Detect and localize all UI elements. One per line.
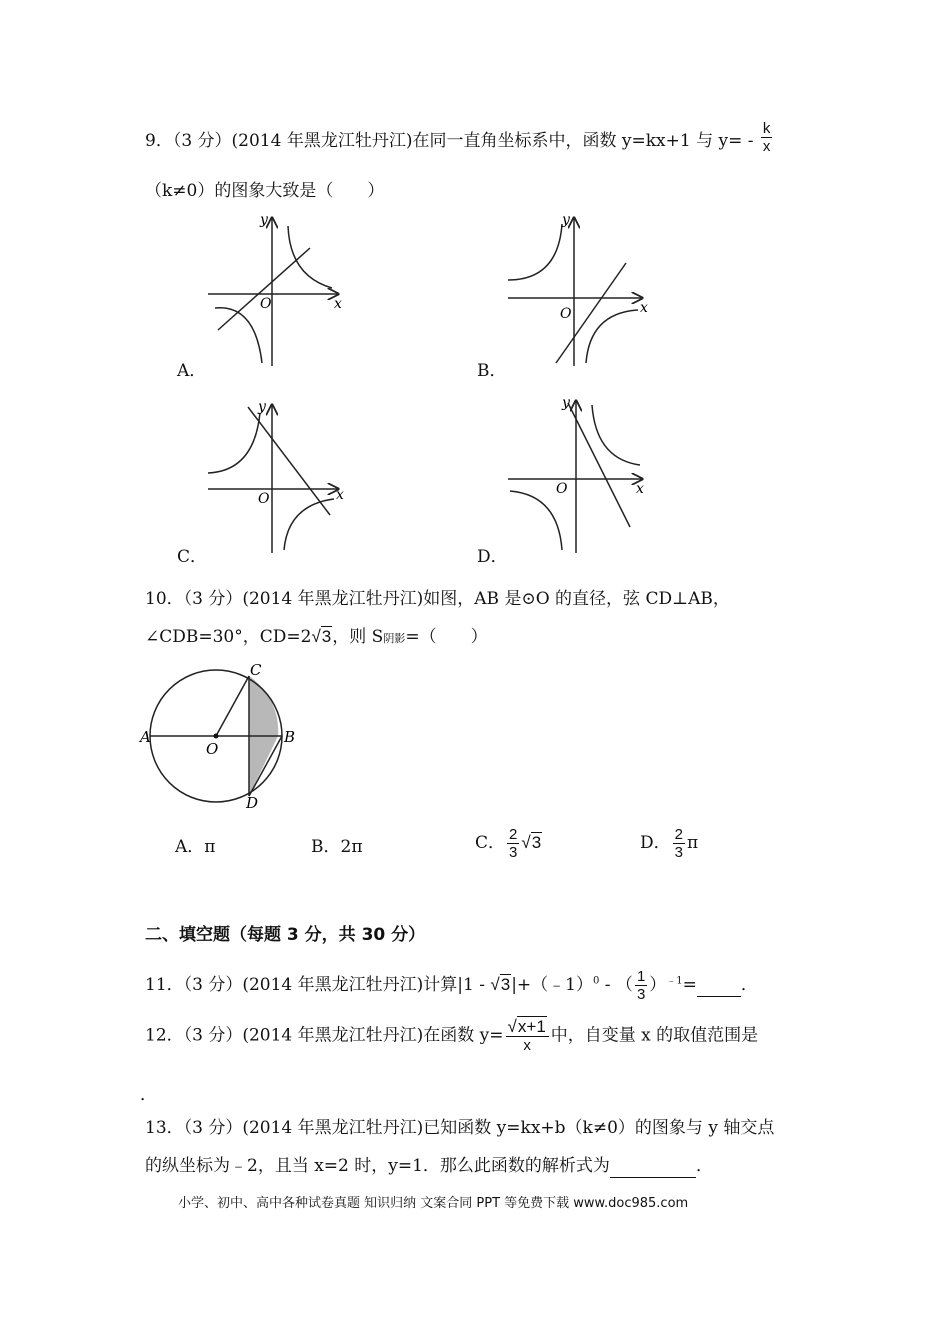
origin-label: O xyxy=(258,491,270,507)
q9-fraction xyxy=(761,120,773,155)
graph-a xyxy=(200,208,360,368)
label-d: D xyxy=(246,794,259,808)
q9-line1 xyxy=(145,120,774,155)
choice-c-num: 2 xyxy=(509,826,518,843)
q10-choice-c xyxy=(475,826,542,861)
q9-prefix: 9．（3 分）(2014 年黑龙江牡丹江)在同一直角坐标系中，函数 y=kx+1 与 y= - xyxy=(145,131,759,151)
q9-option-c: C． xyxy=(177,547,208,567)
choice-b-value: 2π xyxy=(340,837,363,857)
radius-oc xyxy=(216,676,249,736)
q9-option-d: D． xyxy=(477,547,508,567)
q9-frac-den: x xyxy=(762,138,771,155)
label-a: A xyxy=(140,728,151,746)
hyperbola-branch-1 xyxy=(288,226,332,288)
choice-c-radicand: 3 xyxy=(531,833,542,852)
q9-option-b: B． xyxy=(477,361,507,381)
hyperbola-branch-2 xyxy=(510,491,562,550)
graph-d xyxy=(500,395,660,555)
hyperbola-branch-1 xyxy=(208,413,260,473)
choice-c-den: 3 xyxy=(509,844,518,861)
q10-line2-sub: 阴影 xyxy=(383,632,406,645)
choice-d-label: D． xyxy=(640,833,671,853)
q11-mid2: - （ xyxy=(599,975,633,995)
q11-radicand: 3 xyxy=(500,975,511,994)
q10-choice-d xyxy=(640,826,698,861)
q11-line xyxy=(145,968,758,1003)
q10-sqrt-radicand: 3 xyxy=(321,627,332,646)
choice-d-tail: π xyxy=(686,833,699,853)
choice-c-sqrt: √3 xyxy=(521,833,542,852)
y-label: y xyxy=(258,399,266,415)
q11-exp0: 0 xyxy=(593,975,600,987)
choice-c-fraction xyxy=(507,826,519,861)
label-b: B xyxy=(284,728,296,746)
choice-d-fraction xyxy=(673,826,685,861)
choice-d-num: 2 xyxy=(674,826,683,843)
q11-end: ． xyxy=(740,975,758,995)
x-label: x xyxy=(640,300,648,316)
q11-sqrt: √3 xyxy=(490,975,511,994)
q10-line2-a: ∠CDB=30°，CD=2 xyxy=(145,627,312,647)
hyperbola-branch-2 xyxy=(215,308,262,363)
origin-label: O xyxy=(556,481,568,497)
choice-a-label: A． xyxy=(175,837,205,857)
q11-fraction xyxy=(635,968,647,1003)
center-point xyxy=(214,734,219,739)
origin-label: O xyxy=(260,296,272,312)
q12-line xyxy=(145,1018,758,1054)
x-label: x xyxy=(336,487,344,503)
y-label: y xyxy=(562,212,570,228)
line-graph xyxy=(218,248,310,330)
q10-choice-a xyxy=(175,836,215,858)
q13-answer-blank[interactable] xyxy=(610,1155,696,1178)
q10-choice-b xyxy=(311,836,363,858)
q12-fraction xyxy=(506,1018,549,1054)
q11-prefix: 11．（3 分）(2014 年黑龙江牡丹江)计算|1 - xyxy=(145,975,491,995)
x-label: x xyxy=(636,481,644,497)
q13-end: ． xyxy=(695,1156,713,1176)
origin-label: O xyxy=(560,306,572,322)
q13-line2-text: 的纵坐标为﹣2，且当 x=2 时，y=1．那么此函数的解析式为 xyxy=(145,1156,610,1176)
q11-exp1: ﹣1 xyxy=(666,975,683,987)
q12-dot: ． xyxy=(140,1085,157,1105)
choice-b-label: B． xyxy=(311,837,341,857)
y-label: y xyxy=(260,212,268,228)
q12-radicand: x+1 xyxy=(517,1017,546,1036)
q12-sqrt: √x+1 xyxy=(507,1017,546,1036)
q10-sqrt: √3 xyxy=(311,627,332,646)
q12-suffix: 中，自变量 x 的取值范围是 xyxy=(550,1025,759,1046)
q12-prefix: 12．（3 分）(2014 年黑龙江牡丹江)在函数 y= xyxy=(145,1025,504,1046)
footer-text: 小学、初中、高中各种试卷真题 知识归纳 文案合同 PPT 等免费下载 www.doc985.com xyxy=(178,1196,689,1211)
q10-line2 xyxy=(145,626,488,650)
circle-figure xyxy=(138,658,298,808)
q10-line1: 10．（3 分）(2014 年黑龙江牡丹江)如图，AB 是⊙O 的直径，弦 CD⊥AB， xyxy=(145,589,730,609)
hyperbola-branch-2 xyxy=(586,310,638,363)
q11-answer-blank[interactable] xyxy=(697,974,741,997)
label-c: C xyxy=(250,661,262,679)
graph-b xyxy=(500,208,660,368)
label-o: O xyxy=(206,740,219,758)
x-label: x xyxy=(334,296,342,312)
q12-frac-den: x xyxy=(523,1037,531,1054)
hyperbola-branch-1 xyxy=(508,224,562,280)
choice-d-den: 3 xyxy=(674,844,683,861)
q11-close: ） xyxy=(649,975,667,995)
line-graph xyxy=(568,403,630,527)
q11-mid: |+（﹣1） xyxy=(511,975,593,995)
q11-frac-den: 3 xyxy=(636,986,646,1003)
graph-c xyxy=(200,395,360,555)
choice-c-label: C． xyxy=(475,833,506,853)
choice-a-value: π xyxy=(204,837,216,857)
q10-line2-c: =（ ） xyxy=(405,627,488,647)
q12-frac-num xyxy=(506,1018,549,1037)
y-label: y xyxy=(562,395,570,411)
hyperbola-branch-1 xyxy=(592,405,640,465)
q10-line2-b: ，则 S xyxy=(332,627,384,647)
q13-line2 xyxy=(145,1155,713,1178)
q9-option-a: A． xyxy=(177,361,207,381)
q9-line2: （k≠0）的图象大致是（ ） xyxy=(145,181,385,201)
hyperbola-branch-2 xyxy=(284,499,334,550)
q11-frac-num: 1 xyxy=(636,968,646,985)
section-title: 二、填空题（每题 3 分，共 30 分） xyxy=(145,925,426,945)
q11-eq: = xyxy=(682,975,697,995)
q13-line1: 13．（3 分）(2014 年黑龙江牡丹江)已知函数 y=kx+b（k≠0）的图象与 y 轴交点 xyxy=(145,1118,775,1138)
q9-frac-num: k xyxy=(762,120,771,137)
